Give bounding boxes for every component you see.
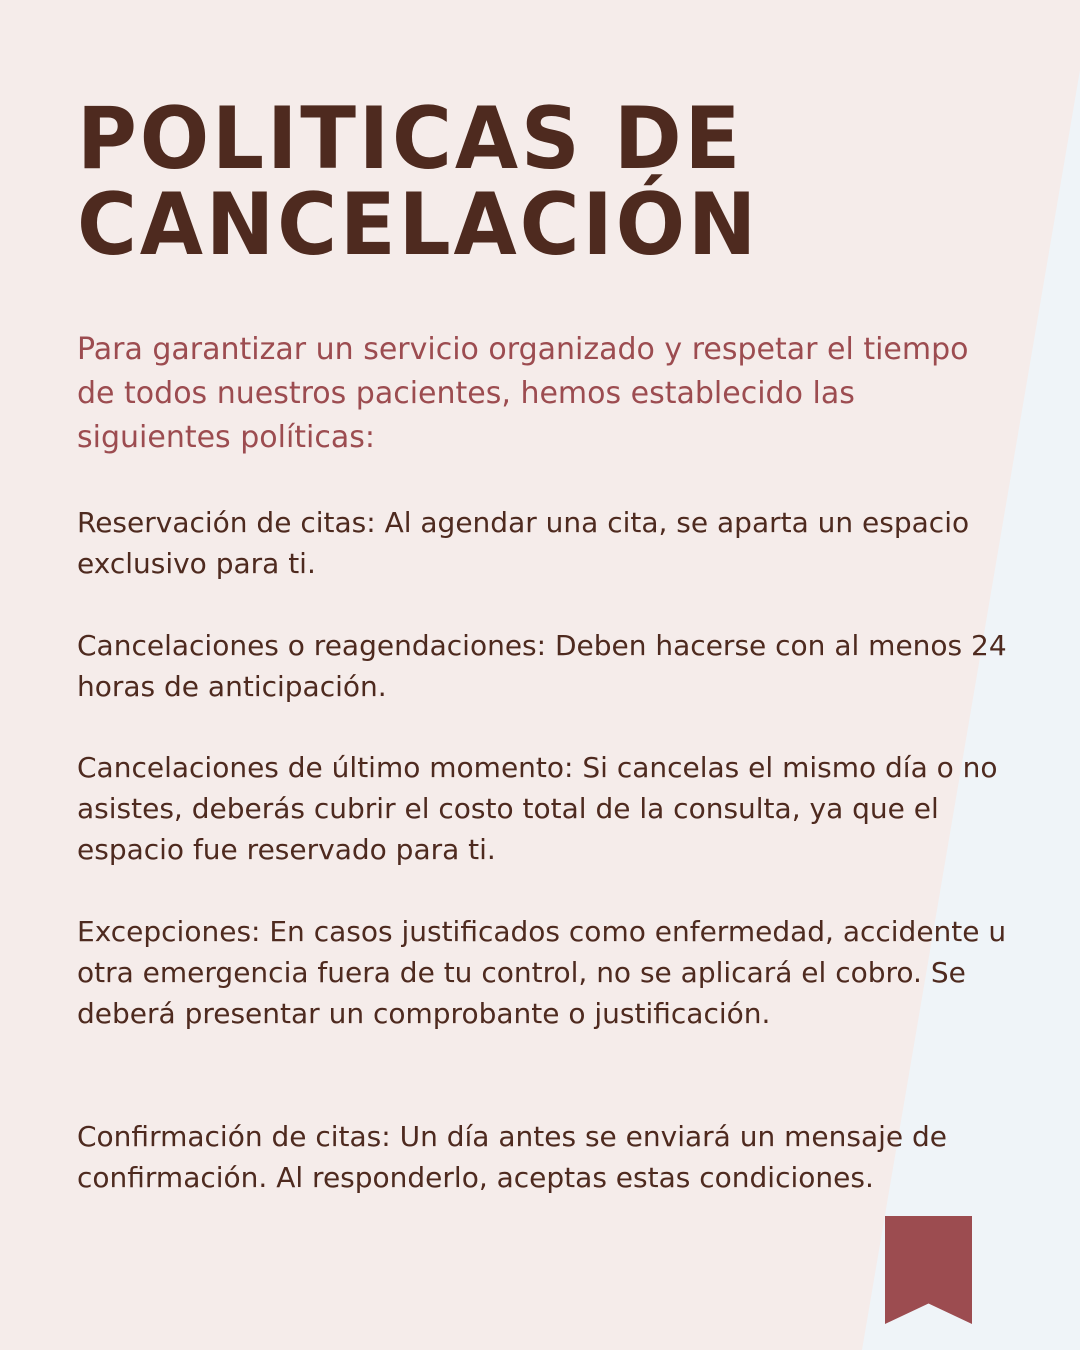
page-title-line-1: POLITICAS DE: [77, 89, 744, 189]
intro-paragraph: Para garantizar un servicio organizado y respetar el tiempo de todos nuestros pacientes, hemos establecido las siguientes políticas:: [77, 332, 969, 455]
page-title-line-2: CANCELACIÓN: [77, 175, 760, 275]
policy-reservation: Reservación de citas: Al agendar una cita, se aparta un espacio exclusivo para ti.: [77, 506, 970, 580]
bookmark-icon: [885, 1216, 972, 1324]
page-title: [77, 89, 760, 275]
policy-cancellations: Cancelaciones o reagendaciones: Deben hacerse con al menos 24 horas de anticipación.: [77, 629, 1007, 703]
policy-exceptions: Excepciones: En casos justificados como enfermedad, accidente u otra emergencia fuera de tu control, no se aplicará el cobro. Se deberá presentar un comprobante o justificación.: [77, 915, 1007, 1030]
policy-last-minute: Cancelaciones de último momento: Si cancelas el mismo día o no asistes, deberás cubrir el costo total de la consulta, ya que el espacio fue reservado para ti.: [77, 751, 998, 866]
policy-confirmation: Confirmación de citas: Un día antes se enviará un mensaje de confirmación. Al responderlo, aceptas estas condiciones.: [77, 1120, 948, 1194]
